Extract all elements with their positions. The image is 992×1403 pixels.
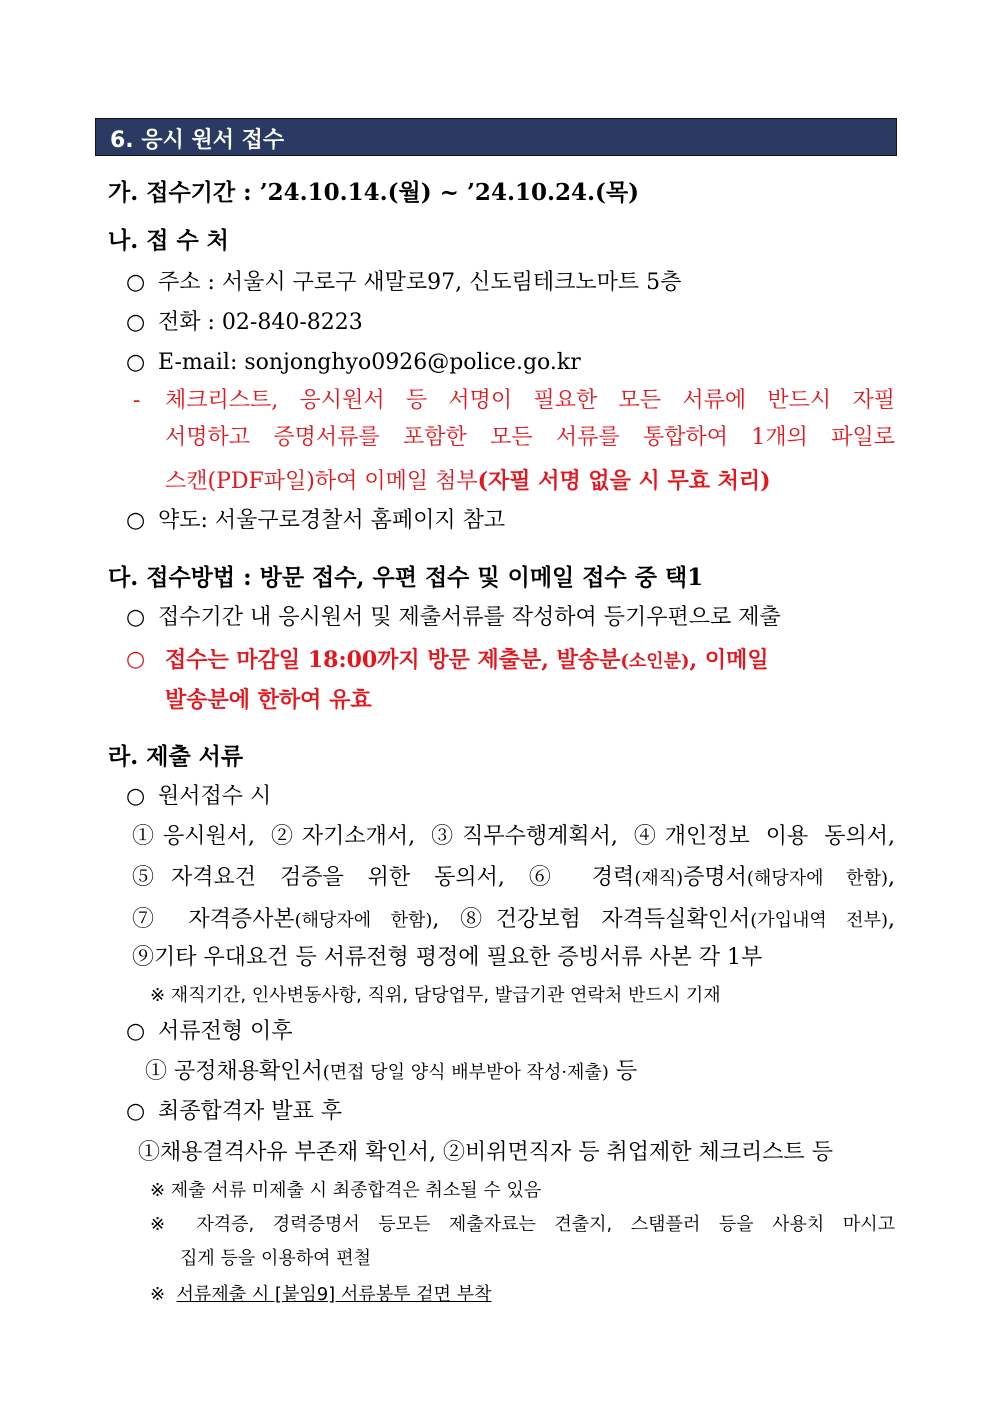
reception-place-heading: 나. 접 수 처 <box>108 227 229 254</box>
map-text: 약도: 서울구로경찰서 홈페이지 참고 <box>158 508 506 533</box>
method-item-2-line-1b: (소인분) <box>620 651 690 672</box>
docs-line-2: ⑤자격요건 검증을 위한 동의서, ⑥ 경력(재직)증명서(해당자에 한함), <box>132 865 895 890</box>
docs-group-3 <box>126 1097 342 1127</box>
method-item-2-line-1a: 접수는 마감일 18:00까지 방문 제출분, 발송분 <box>165 647 621 673</box>
docs-group-2-title: 서류전형 이후 <box>158 1019 293 1044</box>
map-item <box>126 506 505 536</box>
bullet-icon: ○ <box>126 350 146 375</box>
note-2-line-2: 집게 등을 이용하여 편철 <box>180 1248 372 1269</box>
docs-group-2 <box>126 1017 293 1047</box>
email-item <box>126 348 581 378</box>
reception-period: 가. 접수기간 : ’24.10.14.(월) ~ ’24.10.24.(목) <box>108 179 639 206</box>
bullet-icon: ○ <box>126 508 146 533</box>
bullet-icon: ○ <box>126 605 146 630</box>
bullet-icon: ○ <box>126 647 146 672</box>
bullet-icon: ○ <box>126 784 146 809</box>
signature-notice <box>165 386 895 453</box>
docs-group-1-title: 원서접수 시 <box>158 784 272 809</box>
method-item-2-line-1 <box>165 645 769 677</box>
reception-method-heading: 다. 접수방법 : 방문 접수, 우편 접수 및 이메일 접수 중 택1 <box>108 564 704 591</box>
submission-docs-heading: 라. 제출 서류 <box>108 743 244 770</box>
docs-note: ※ 재직기간, 인사변동사항, 직위, 담당업무, 발급기관 연락처 반드시 기재 <box>150 985 721 1006</box>
notice-line-3b: (자필 서명 없을 시 무효 처리) <box>477 468 771 494</box>
note-1: ※ 제출 서류 미제출 시 최종합격은 취소될 수 있음 <box>150 1180 542 1201</box>
method-item-2-line-1c: , 이메일 <box>689 647 769 673</box>
docs-group-3-title: 최종합격자 발표 후 <box>158 1099 343 1124</box>
bullet-icon: ○ <box>126 310 146 335</box>
method-item-1-text: 접수기간 내 응시원서 및 제출서류를 작성하여 등기우편으로 제출 <box>158 605 781 630</box>
note-2 <box>150 1210 895 1240</box>
docs-line-1: ①응시원서, ②자기소개서, ③직무수행계획서, ④개인정보 이용 동의서, <box>132 824 895 849</box>
section-banner <box>95 118 897 156</box>
method-item-2-bullet <box>126 645 158 675</box>
phone-text: 전화 : 02-840-8223 <box>158 310 363 335</box>
notice-line-1: 체크리스트, 응시원서 등 서명이 필요한 모든 서류에 반드시 자필 <box>165 388 895 413</box>
address-text: 주소 : 서울시 구로구 새말로97, 신도림테크노마트 5층 <box>158 270 682 295</box>
notice-dash: - <box>133 388 141 413</box>
final-docs: ①채용결격사유 부존재 확인서, ②비위면직자 등 취업제한 체크리스트 등 <box>138 1140 834 1165</box>
note-2-line-1: ※ 자격증, 경력증명서 등모든 제출자료는 견출지, 스탬플러 등을 사용치 마시고 <box>150 1214 895 1235</box>
phone-item <box>126 308 363 338</box>
bullet-icon: ○ <box>126 1099 146 1124</box>
bullet-icon: ○ <box>126 1019 146 1044</box>
notice-line-3 <box>165 466 771 497</box>
docs-line-3: ⑦ 자격증사본(해당자에 한함), ⑧건강보험 자격득실확인서(가입내역 전부), <box>132 907 895 932</box>
notice-line-2: 서명하고 증명서류를 포함한 모든 서류를 통합하여 1개의 파일로 <box>165 425 895 450</box>
bullet-icon: ○ <box>126 270 146 295</box>
notice-line-3a: 스캔(PDF파일)하여 이메일 첨부 <box>165 469 478 494</box>
docs-group-1 <box>126 782 271 812</box>
note-3: ※ 서류제출 시 [붙임9] 서류봉투 겉면 부착 <box>150 1284 492 1305</box>
after-docs: ① 공정채용확인서(면접 당일 양식 배부받아 작성·제출) 등 <box>145 1059 638 1084</box>
docs-list <box>132 822 895 936</box>
method-item-1 <box>126 603 781 633</box>
section-title: 6. 응시 원서 접수 <box>110 128 285 153</box>
email-text: E-mail: sonjonghyo0926@police.go.kr <box>158 350 581 375</box>
note-3-text: 서류제출 시 [붙임9] 서류봉투 겉면 부착 <box>176 1284 492 1305</box>
method-item-2-line-2: 발송분에 한하여 유효 <box>165 687 372 713</box>
address-item <box>126 268 681 298</box>
docs-line-4: ⑨기타 우대요건 등 서류전형 평정에 필요한 증빙서류 사본 각 1부 <box>132 945 763 970</box>
